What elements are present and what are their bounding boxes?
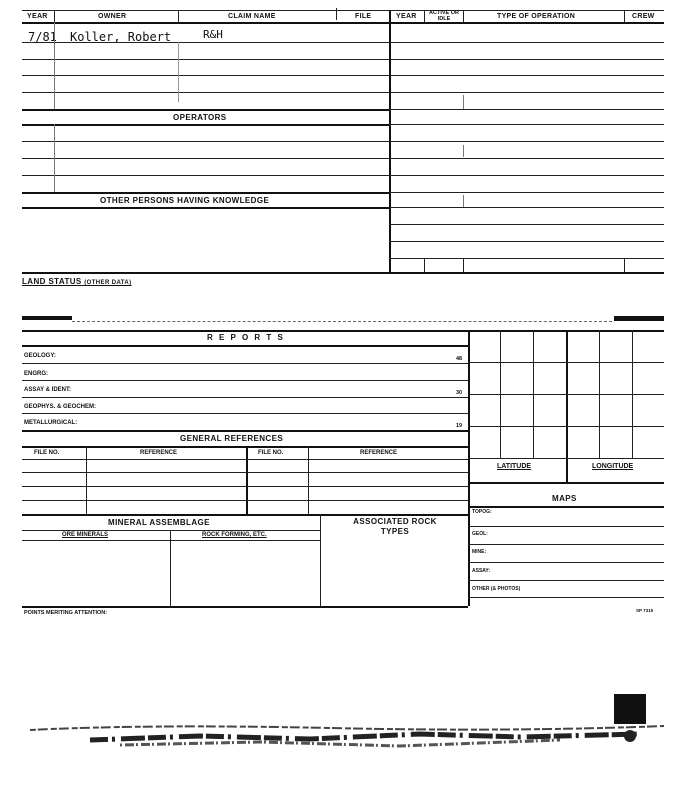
col-divider bbox=[624, 258, 625, 272]
header-divider bbox=[178, 10, 179, 22]
col-divider bbox=[308, 446, 309, 514]
col-type-operation-header: TYPE OF OPERATION bbox=[497, 13, 576, 20]
ore-minerals-header: ORE MINERALS bbox=[62, 532, 109, 538]
col-divider bbox=[86, 446, 87, 514]
grid-line bbox=[566, 330, 568, 482]
row-line bbox=[22, 345, 468, 347]
row-line bbox=[22, 363, 468, 364]
row-line bbox=[22, 141, 389, 142]
row-line bbox=[22, 446, 468, 448]
col-file-header: FILE bbox=[355, 13, 372, 20]
row-line bbox=[22, 380, 468, 381]
row-line bbox=[389, 109, 664, 110]
grid-line bbox=[468, 458, 664, 459]
report-row-geology: GEOLOGY: bbox=[24, 353, 56, 359]
row-line bbox=[468, 506, 664, 508]
maps-assay: ASSAY: bbox=[472, 568, 491, 574]
report-row-geophys: GEOPHYS. & GEOCHEM: bbox=[24, 404, 97, 410]
points-meriting-label: POINTS MERITING ATTENTION: bbox=[24, 610, 108, 616]
row-line bbox=[468, 580, 664, 581]
row-line bbox=[468, 544, 664, 545]
row-line bbox=[22, 158, 389, 159]
header-divider bbox=[624, 10, 625, 22]
col-divider bbox=[424, 258, 425, 272]
maps-other: OTHER (& PHOTOS) bbox=[472, 586, 521, 592]
row-line bbox=[389, 192, 664, 193]
ref-header-reference: REFERENCE bbox=[140, 450, 178, 456]
row-line bbox=[389, 92, 664, 93]
row-line bbox=[22, 500, 468, 501]
row-line bbox=[22, 192, 389, 194]
grid-line bbox=[468, 426, 664, 427]
latitude-label: LATITUDE bbox=[497, 463, 532, 470]
row-line bbox=[22, 175, 389, 176]
row-line bbox=[22, 59, 389, 60]
maps-geol: GEOL: bbox=[472, 531, 488, 537]
col-claim-name-header: CLAIM NAME bbox=[228, 13, 276, 20]
maps-mine: MINE: bbox=[472, 549, 487, 555]
operators-title: OPERATORS bbox=[173, 113, 227, 122]
row-line bbox=[22, 472, 468, 473]
col-divider bbox=[463, 258, 464, 272]
row-line bbox=[22, 42, 389, 43]
row-line bbox=[22, 530, 320, 531]
row-line bbox=[22, 459, 468, 460]
row-line bbox=[468, 562, 664, 563]
col-year-header: YEAR bbox=[27, 13, 48, 20]
col-divider bbox=[170, 530, 171, 606]
entry-owner: Koller, Robert bbox=[70, 30, 172, 44]
col-divider bbox=[463, 145, 464, 157]
report-row-assay: ASSAY & IDENT: bbox=[24, 387, 72, 393]
row-line bbox=[22, 75, 389, 76]
land-status-label: LAND STATUS bbox=[22, 277, 82, 286]
col-owner-header: OWNER bbox=[98, 13, 127, 20]
row-line bbox=[389, 175, 664, 176]
general-references-title: GENERAL REFERENCES bbox=[180, 434, 284, 443]
col-divider bbox=[246, 446, 248, 514]
report-number: 19 bbox=[456, 423, 463, 429]
associated-rock-types-title: ASSOCIATED ROCK TYPES bbox=[353, 517, 437, 536]
row-line bbox=[22, 397, 468, 398]
header-divider bbox=[336, 8, 337, 20]
scan-artifact bbox=[614, 316, 664, 321]
row-line bbox=[22, 514, 468, 516]
header-divider bbox=[463, 10, 464, 22]
row-line bbox=[389, 158, 664, 159]
top-border bbox=[22, 10, 664, 11]
entry-year: 7/81 bbox=[28, 30, 57, 44]
scan-noise bbox=[0, 690, 678, 780]
grid-line bbox=[468, 362, 664, 363]
grid-bottom bbox=[468, 482, 664, 484]
mineral-assemblage-title: MINERAL ASSEMBLAGE bbox=[108, 518, 210, 527]
row-line bbox=[22, 413, 468, 414]
col-divider bbox=[463, 195, 464, 207]
col-divider bbox=[54, 22, 55, 109]
report-number: 30 bbox=[456, 390, 463, 396]
row-line bbox=[389, 141, 664, 142]
col-divider bbox=[54, 124, 55, 192]
scan-artifact bbox=[72, 321, 612, 322]
row-line bbox=[468, 526, 664, 527]
col-crew-header: CREW bbox=[632, 13, 655, 20]
row-line bbox=[389, 241, 664, 242]
land-status-title bbox=[22, 277, 132, 286]
row-line bbox=[389, 207, 664, 208]
land-status-note: (OTHER DATA) bbox=[84, 280, 132, 286]
col-active-idle-header: ACTIVE OR IDLE bbox=[429, 10, 459, 22]
row-line bbox=[468, 597, 664, 598]
row-line bbox=[389, 224, 664, 225]
col-divider bbox=[463, 95, 464, 109]
ref-header-reference-2: REFERENCE bbox=[360, 450, 398, 456]
entry-claim-name: R&H bbox=[203, 28, 223, 41]
row-line bbox=[389, 59, 664, 60]
report-row-engrg: ENGRG: bbox=[24, 371, 48, 377]
header-divider bbox=[54, 10, 55, 22]
row-line bbox=[22, 207, 389, 209]
row-line bbox=[22, 606, 468, 608]
col-divider bbox=[320, 514, 321, 606]
reports-right-divider bbox=[468, 330, 470, 606]
top-table-bottom bbox=[22, 272, 664, 274]
rock-forming-header: ROCK FORMING, ETC. bbox=[202, 532, 267, 538]
row-line bbox=[22, 430, 468, 432]
other-persons-title: OTHER PERSONS HAVING KNOWLEDGE bbox=[100, 196, 270, 205]
form-code: SP 7315 bbox=[636, 608, 654, 613]
ref-header-file-no-2: FILE NO. bbox=[258, 450, 284, 456]
report-row-metallurgical: METALLURGICAL: bbox=[24, 420, 78, 426]
maps-topog: TOPOG: bbox=[472, 509, 492, 515]
scan-artifact bbox=[22, 316, 72, 320]
longitude-label: LONGITUDE bbox=[592, 463, 634, 470]
row-line bbox=[389, 258, 664, 259]
row-line bbox=[22, 486, 468, 487]
ref-header-file-no: FILE NO. bbox=[34, 450, 60, 456]
row-line bbox=[389, 75, 664, 76]
row-line bbox=[389, 42, 664, 43]
header-divider bbox=[424, 10, 425, 22]
reports-title: R E P O R T S bbox=[207, 333, 285, 342]
row-line bbox=[22, 109, 389, 111]
grid-line bbox=[468, 394, 664, 395]
row-line bbox=[22, 92, 389, 93]
row-line bbox=[22, 540, 320, 541]
maps-title: MAPS bbox=[552, 494, 577, 503]
header-bottom-border bbox=[22, 22, 664, 24]
report-number: 48 bbox=[456, 356, 463, 362]
row-line bbox=[389, 124, 664, 125]
col-divider bbox=[178, 42, 179, 102]
row-line bbox=[22, 124, 389, 126]
col-year2-header: YEAR bbox=[396, 13, 417, 20]
header-divider bbox=[389, 10, 391, 22]
